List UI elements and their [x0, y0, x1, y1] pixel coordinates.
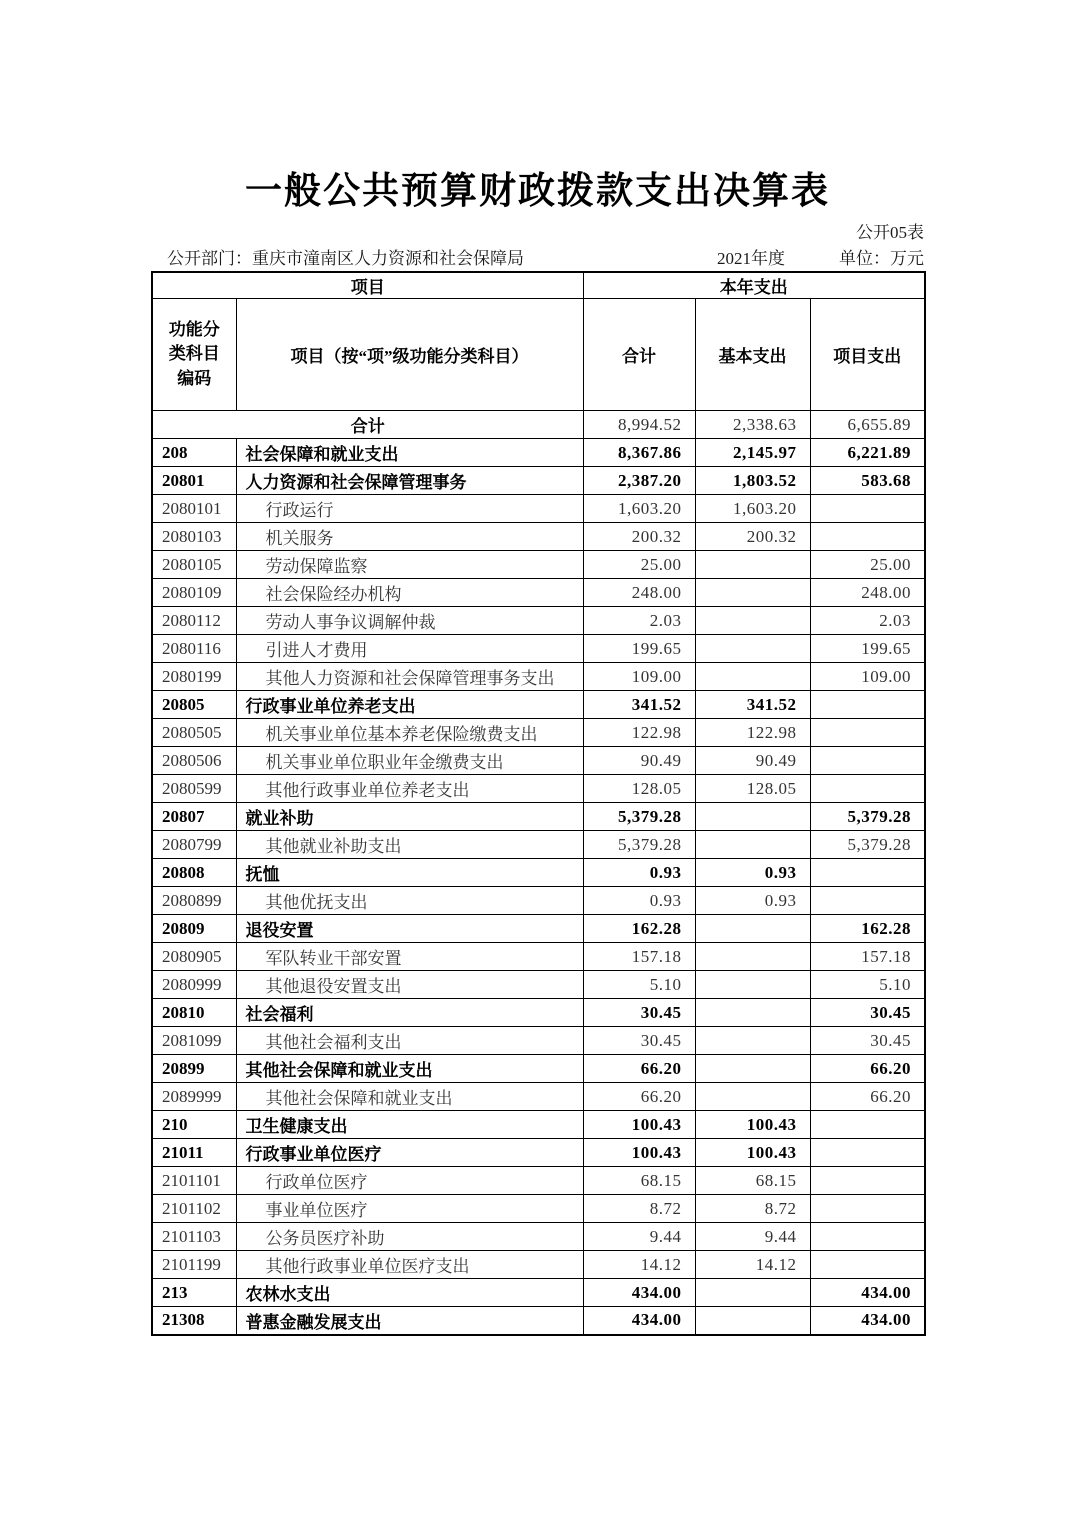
cell-project: 30.45 [810, 999, 925, 1027]
cell-code: 20801 [152, 467, 236, 495]
cell-total: 8,994.52 [583, 411, 695, 439]
cell-basic [695, 1083, 810, 1111]
cell-code: 2080103 [152, 523, 236, 551]
cell-item: 其他退役安置支出 [236, 971, 583, 999]
cell-basic: 9.44 [695, 1223, 810, 1251]
cell-basic [695, 635, 810, 663]
cell-total: 30.45 [583, 999, 695, 1027]
cell-item: 社会保险经办机构 [236, 579, 583, 607]
cell-project [810, 1111, 925, 1139]
table-row [152, 747, 925, 775]
cell-project [810, 1195, 925, 1223]
header-group-row [152, 272, 925, 299]
cell-project [810, 719, 925, 747]
cell-item: 机关事业单位职业年金缴费支出 [236, 747, 583, 775]
table-row [152, 523, 925, 551]
cell-project [810, 1223, 925, 1251]
cell-basic: 1,603.20 [695, 495, 810, 523]
cell-code: 2080112 [152, 607, 236, 635]
department-label: 公开部门：重庆市潼南区人力资源和社会保障局 [167, 249, 524, 268]
cell-project [810, 1139, 925, 1167]
cell-code: 20899 [152, 1055, 236, 1083]
cell-code: 2101102 [152, 1195, 236, 1223]
cell-total: 434.00 [583, 1307, 695, 1335]
table-row [152, 1195, 925, 1223]
cell-item: 普惠金融发展支出 [236, 1307, 583, 1335]
cell-code: 210 [152, 1111, 236, 1139]
cell-code: 2081099 [152, 1027, 236, 1055]
cell-total: 199.65 [583, 635, 695, 663]
cell-total: 162.28 [583, 915, 695, 943]
cell-project: 5.10 [810, 971, 925, 999]
cell-item: 其他社会保障和就业支出 [236, 1083, 583, 1111]
cell-item: 行政事业单位医疗 [236, 1139, 583, 1167]
cell-item: 其他行政事业单位养老支出 [236, 775, 583, 803]
table-row [152, 635, 925, 663]
table-row [152, 663, 925, 691]
cell-item: 机关事业单位基本养老保险缴费支出 [236, 719, 583, 747]
cell-item: 行政单位医疗 [236, 1167, 583, 1195]
cell-code: 213 [152, 1279, 236, 1307]
cell-basic: 341.52 [695, 691, 810, 719]
cell-basic: 122.98 [695, 719, 810, 747]
cell-code: 208 [152, 439, 236, 467]
cell-project [810, 859, 925, 887]
cell-total: 100.43 [583, 1139, 695, 1167]
cell-item: 劳动人事争议调解仲裁 [236, 607, 583, 635]
cell-total: 5,379.28 [583, 803, 695, 831]
cell-total: 109.00 [583, 663, 695, 691]
cell-project: 30.45 [810, 1027, 925, 1055]
cell-total: 434.00 [583, 1279, 695, 1307]
cell-code: 20810 [152, 999, 236, 1027]
cell-basic [695, 1307, 810, 1335]
table-body [152, 411, 925, 1335]
cell-item: 公务员医疗补助 [236, 1223, 583, 1251]
cell-basic: 100.43 [695, 1111, 810, 1139]
cell-code: 21011 [152, 1139, 236, 1167]
header-group-current-year-expenditure: 本年支出 [583, 272, 925, 299]
cell-item: 其他社会保障和就业支出 [236, 1055, 583, 1083]
cell-item: 退役安置 [236, 915, 583, 943]
cell-item: 其他社会福利支出 [236, 1027, 583, 1055]
cell-code: 2101103 [152, 1223, 236, 1251]
table-row [152, 719, 925, 747]
table-row [152, 1307, 925, 1335]
table-row [152, 411, 925, 439]
cell-project: 6,221.89 [810, 439, 925, 467]
cell-project: 109.00 [810, 663, 925, 691]
cell-total: 68.15 [583, 1167, 695, 1195]
header-col-item: 项目（按“项”级功能分类科目） [236, 299, 583, 411]
cell-basic: 8.72 [695, 1195, 810, 1223]
cell-project: 157.18 [810, 943, 925, 971]
cell-project: 199.65 [810, 635, 925, 663]
cell-code: 2080506 [152, 747, 236, 775]
cell-project [810, 495, 925, 523]
fiscal-year-label: 2021年度 [717, 249, 785, 268]
cell-total: 30.45 [583, 1027, 695, 1055]
cell-item: 机关服务 [236, 523, 583, 551]
cell-code: 2080109 [152, 579, 236, 607]
header-columns-row [152, 299, 925, 411]
cell-total: 66.20 [583, 1055, 695, 1083]
table-row [152, 495, 925, 523]
cell-item: 就业补助 [236, 803, 583, 831]
cell-code: 2080599 [152, 775, 236, 803]
table-row [152, 1139, 925, 1167]
cell-total: 122.98 [583, 719, 695, 747]
header-col-function-code: 功能分类科目编码 [152, 299, 236, 411]
cell-item: 其他优抚支出 [236, 887, 583, 915]
cell-basic: 2,338.63 [695, 411, 810, 439]
cell-total: 90.49 [583, 747, 695, 775]
cell-code: 2080799 [152, 831, 236, 859]
cell-item: 劳动保障监察 [236, 551, 583, 579]
table-row [152, 1167, 925, 1195]
cell-project [810, 1251, 925, 1279]
table-row [152, 691, 925, 719]
cell-basic: 14.12 [695, 1251, 810, 1279]
table-row [152, 467, 925, 495]
header-col-project-expenditure: 项目支出 [810, 299, 925, 411]
cell-project [810, 775, 925, 803]
cell-basic [695, 1055, 810, 1083]
table-row [152, 607, 925, 635]
table-row [152, 915, 925, 943]
cell-project: 6,655.89 [810, 411, 925, 439]
cell-code: 2101101 [152, 1167, 236, 1195]
table-row [152, 1251, 925, 1279]
cell-basic: 2,145.97 [695, 439, 810, 467]
cell-total: 66.20 [583, 1083, 695, 1111]
table-row [152, 887, 925, 915]
cell-item: 其他行政事业单位医疗支出 [236, 1251, 583, 1279]
table-row [152, 775, 925, 803]
table-row [152, 579, 925, 607]
cell-total: 157.18 [583, 943, 695, 971]
cell-total: 341.52 [583, 691, 695, 719]
table-row [152, 971, 925, 999]
table-row [152, 1083, 925, 1111]
table-number-label: 公开05表 [856, 223, 924, 242]
table-row [152, 1055, 925, 1083]
cell-project: 2.03 [810, 607, 925, 635]
cell-basic [695, 999, 810, 1027]
cell-project: 5,379.28 [810, 803, 925, 831]
cell-basic [695, 915, 810, 943]
cell-total: 5,379.28 [583, 831, 695, 859]
cell-total: 8.72 [583, 1195, 695, 1223]
cell-basic [695, 579, 810, 607]
cell-basic: 1,803.52 [695, 467, 810, 495]
cell-total: 5.10 [583, 971, 695, 999]
cell-code: 2080101 [152, 495, 236, 523]
cell-code: 2089999 [152, 1083, 236, 1111]
cell-item: 其他人力资源和社会保障管理事务支出 [236, 663, 583, 691]
cell-project: 25.00 [810, 551, 925, 579]
cell-total: 8,367.86 [583, 439, 695, 467]
cell-code: 20808 [152, 859, 236, 887]
cell-total: 14.12 [583, 1251, 695, 1279]
cell-item: 行政运行 [236, 495, 583, 523]
cell-item: 行政事业单位养老支出 [236, 691, 583, 719]
cell-code: 2101199 [152, 1251, 236, 1279]
cell-total: 128.05 [583, 775, 695, 803]
cell-project [810, 523, 925, 551]
cell-code: 20805 [152, 691, 236, 719]
cell-basic: 200.32 [695, 523, 810, 551]
cell-project: 5,379.28 [810, 831, 925, 859]
cell-basic: 68.15 [695, 1167, 810, 1195]
table-row [152, 831, 925, 859]
cell-project [810, 747, 925, 775]
cell-basic [695, 803, 810, 831]
table-row [152, 439, 925, 467]
cell-item: 其他就业补助支出 [236, 831, 583, 859]
cell-code: 2080905 [152, 943, 236, 971]
cell-item: 事业单位医疗 [236, 1195, 583, 1223]
cell-basic: 128.05 [695, 775, 810, 803]
cell-item: 卫生健康支出 [236, 1111, 583, 1139]
cell-project [810, 887, 925, 915]
table-row [152, 551, 925, 579]
cell-project [810, 1167, 925, 1195]
cell-code: 21308 [152, 1307, 236, 1335]
cell-basic [695, 971, 810, 999]
cell-basic: 90.49 [695, 747, 810, 775]
cell-project: 434.00 [810, 1279, 925, 1307]
cell-total: 200.32 [583, 523, 695, 551]
table-row [152, 1027, 925, 1055]
cell-project: 66.20 [810, 1055, 925, 1083]
table-row [152, 1223, 925, 1251]
cell-basic [695, 831, 810, 859]
cell-code: 2080105 [152, 551, 236, 579]
cell-total: 0.93 [583, 859, 695, 887]
cell-code: 2080999 [152, 971, 236, 999]
cell-project [810, 691, 925, 719]
table-row [152, 999, 925, 1027]
cell-total: 248.00 [583, 579, 695, 607]
cell-project: 248.00 [810, 579, 925, 607]
cell-basic: 0.93 [695, 887, 810, 915]
header-col-basic-expenditure: 基本支出 [695, 299, 810, 411]
cell-code: 20809 [152, 915, 236, 943]
cell-item: 抚恤 [236, 859, 583, 887]
cell-basic: 100.43 [695, 1139, 810, 1167]
info-line [151, 244, 924, 266]
table-row [152, 1111, 925, 1139]
cell-basic [695, 1027, 810, 1055]
cell-basic [695, 1279, 810, 1307]
cell-total: 1,603.20 [583, 495, 695, 523]
cell-code: 2080505 [152, 719, 236, 747]
cell-project: 66.20 [810, 1083, 925, 1111]
cell-project: 583.68 [810, 467, 925, 495]
cell-basic [695, 663, 810, 691]
cell-item: 农林水支出 [236, 1279, 583, 1307]
cell-code: 2080899 [152, 887, 236, 915]
unit-label: 单位：万元 [839, 249, 924, 268]
table-header [152, 272, 925, 411]
cell-code: 2080199 [152, 663, 236, 691]
cell-basic [695, 607, 810, 635]
header-group-item: 项目 [152, 272, 583, 299]
cell-total: 0.93 [583, 887, 695, 915]
table-row [152, 1279, 925, 1307]
table-row [152, 859, 925, 887]
cell-item: 人力资源和社会保障管理事务 [236, 467, 583, 495]
cell-item: 社会福利 [236, 999, 583, 1027]
cell-total: 25.00 [583, 551, 695, 579]
cell-basic [695, 943, 810, 971]
cell-item: 社会保障和就业支出 [236, 439, 583, 467]
budget-table [151, 271, 926, 1336]
header-col-total: 合计 [583, 299, 695, 411]
cell-code: 2080116 [152, 635, 236, 663]
cell-project: 162.28 [810, 915, 925, 943]
cell-item: 引进人才费用 [236, 635, 583, 663]
cell-total: 2,387.20 [583, 467, 695, 495]
table-row [152, 943, 925, 971]
cell-project: 434.00 [810, 1307, 925, 1335]
cell-item: 合计 [152, 411, 583, 439]
cell-basic: 0.93 [695, 859, 810, 887]
table-row [152, 803, 925, 831]
cell-total: 2.03 [583, 607, 695, 635]
cell-item: 军队转业干部安置 [236, 943, 583, 971]
cell-total: 100.43 [583, 1111, 695, 1139]
cell-code: 20807 [152, 803, 236, 831]
page-title: 一般公共预算财政拨款支出决算表 [245, 170, 830, 211]
cell-total: 9.44 [583, 1223, 695, 1251]
cell-basic [695, 551, 810, 579]
